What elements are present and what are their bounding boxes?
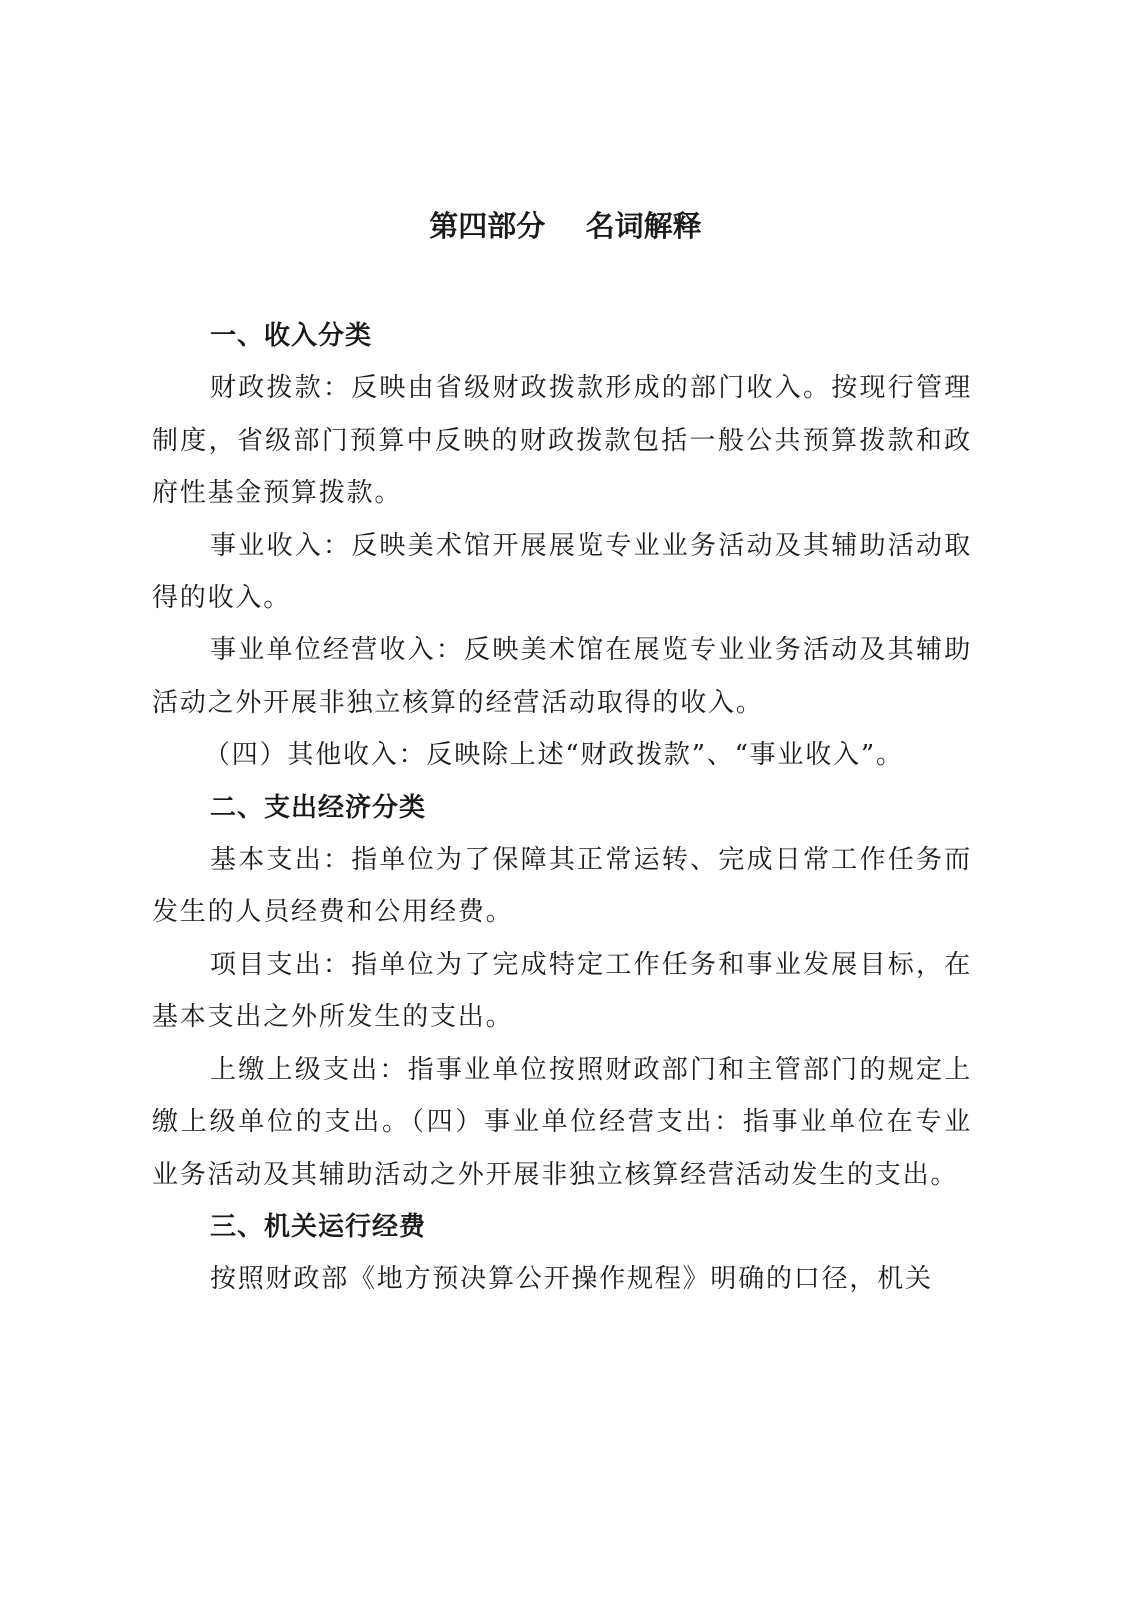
section-heading-expenditure-classification: 二、支出经济分类 bbox=[210, 792, 427, 823]
document-body bbox=[152, 310, 972, 1306]
paragraph-operating-income: 事业单位经营收入：反映美术馆在展览专业业务活动及其辅助活动之外开展非独立核算的经营活动取得的收入。 bbox=[152, 635, 972, 718]
paragraph-other-income: （四）其他收入：反映除上述“财政拨款”、“事业收入”。 bbox=[204, 740, 904, 771]
section-heading-operating-funds: 三、机关运行经费 bbox=[210, 1211, 427, 1242]
paragraph-business-income: 事业收入：反映美术馆开展展览专业业务活动及其辅助活动取得的收入。 bbox=[152, 530, 972, 614]
paragraph-remittance-expenditure: 上缴上级支出：指事业单位按照财政部门和主管部门的规定上缴上级单位的支出。（四）事业单位经营支出：指事业单位在专业业务活动及其辅助活动之外开展非独立核算经营活动发生的支出。 bbox=[152, 1054, 972, 1190]
page-title: 第四部分 名词解释 bbox=[429, 209, 702, 243]
paragraph-fiscal-appropriation: 财政拨款：反映由省级财政拨款形成的部门收入。按现行管理制度，省级部门预算中反映的财政拨款包括一般公共预算拨款和政府性基金预算拨款。 bbox=[152, 373, 972, 509]
section-heading-income-classification: 一、收入分类 bbox=[210, 321, 373, 351]
paragraph-project-expenditure: 项目支出：指单位为了完成特定工作任务和事业发展目标，在基本支出之外所发生的支出。 bbox=[152, 949, 972, 1033]
paragraph-operating-funds: 按照财政部《地方预决算公开操作规程》明确的口径，机关 bbox=[210, 1264, 933, 1295]
paragraph-basic-expenditure: 基本支出：指单位为了保障其正常运转、完成日常工作任务而发生的人员经费和公用经费。 bbox=[152, 845, 972, 928]
